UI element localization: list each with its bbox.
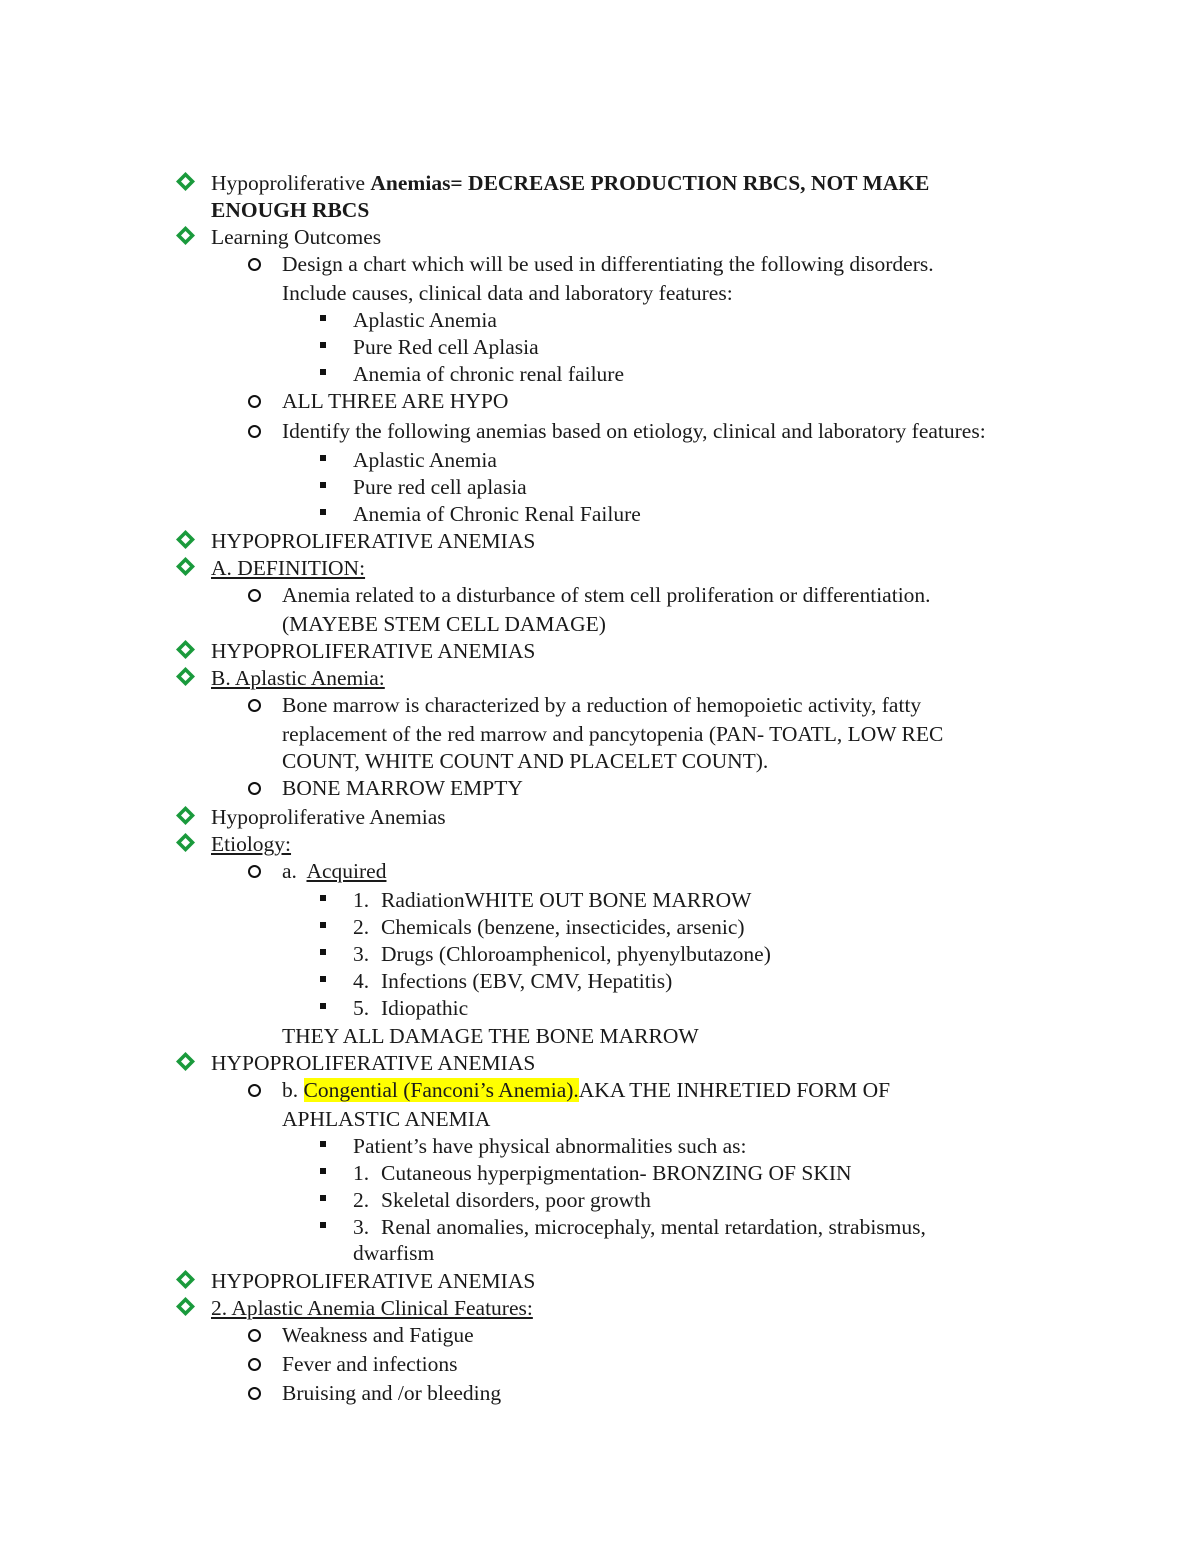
outcome-design-chart-cont: Include causes, clinical data and laboratory features:	[282, 281, 733, 305]
list-item: 3. Renal anomalies, microcephaly, mental retardation, strabismus,	[353, 1215, 926, 1239]
list-item: Pure Red cell Aplasia	[353, 335, 539, 359]
hollow-circle-bullet-icon	[248, 395, 261, 408]
square-bullet-icon	[320, 1168, 326, 1174]
hollow-circle-bullet-icon	[248, 589, 261, 602]
definition-text-cont: (MAYEBE STEM CELL DAMAGE)	[282, 612, 606, 636]
green-diamond-bullet-icon	[176, 530, 195, 549]
green-diamond-bullet-icon	[176, 1270, 195, 1289]
green-diamond-bullet-icon	[176, 172, 195, 191]
learning-outcomes: Learning Outcomes	[211, 225, 382, 249]
all-three-hypo: ALL THREE ARE HYPO	[282, 389, 509, 413]
acquired-heading: a. Acquired	[282, 859, 387, 883]
list-item: 4. Infections (EBV, CMV, Hepatitis)	[353, 969, 673, 993]
definition-heading: A. DEFINITION:	[211, 556, 366, 580]
square-bullet-icon	[320, 482, 326, 488]
square-bullet-icon	[320, 949, 326, 955]
green-diamond-bullet-icon	[176, 833, 195, 852]
square-bullet-icon	[320, 895, 326, 901]
square-bullet-icon	[320, 1141, 326, 1147]
definition-text: Anemia related to a disturbance of stem cell proliferation or differentiation.	[282, 583, 931, 607]
hollow-circle-bullet-icon	[248, 258, 261, 271]
square-bullet-icon	[320, 455, 326, 461]
etiology-heading: Etiology:	[211, 832, 292, 856]
section-heading: HYPOPROLIFERATIVE ANEMIAS	[211, 529, 536, 553]
list-item: Aplastic Anemia	[353, 308, 497, 332]
aplastic-anemia-heading: B. Aplastic Anemia:	[211, 666, 385, 690]
hollow-circle-bullet-icon	[248, 1084, 261, 1097]
list-item: Aplastic Anemia	[353, 448, 497, 472]
heading-hypoproliferative-cont: ENOUGH RBCS	[211, 198, 370, 222]
list-item: 2. Skeletal disorders, poor growth	[353, 1188, 651, 1212]
list-item: 3. Drugs (Chloroamphenicol, phyenylbutazone)	[353, 942, 771, 966]
green-diamond-bullet-icon	[176, 640, 195, 659]
congenital-heading: b. Congential (Fanconi’s Anemia).AKA THE INHRETIED FORM OF	[282, 1078, 891, 1102]
outcome-design-chart: Design a chart which will be used in differentiating the following disorders.	[282, 252, 934, 276]
hollow-circle-bullet-icon	[248, 782, 261, 795]
square-bullet-icon	[320, 315, 326, 321]
section-heading: Hypoproliferative Anemias	[211, 805, 446, 829]
list-item: Weakness and Fatigue	[282, 1323, 474, 1347]
square-bullet-icon	[320, 1222, 326, 1228]
congenital-heading-cont: APHLASTIC ANEMIA	[282, 1107, 491, 1131]
list-item: 2. Chemicals (benzene, insecticides, arsenic)	[353, 915, 745, 939]
list-item: 1. Cutaneous hyperpigmentation- BRONZING OF SKIN	[353, 1161, 852, 1185]
list-item: 1. RadiationWHITE OUT BONE MARROW	[353, 888, 752, 912]
green-diamond-bullet-icon	[176, 557, 195, 576]
list-item: Patient’s have physical abnormalities such as:	[353, 1134, 747, 1158]
list-item: Bruising and /or bleeding	[282, 1381, 502, 1405]
bone-marrow-text-cont: COUNT, WHITE COUNT AND PLACELET COUNT).	[282, 749, 769, 773]
list-item: Anemia of Chronic Renal Failure	[353, 502, 641, 526]
list-item: Fever and infections	[282, 1352, 458, 1376]
list-item-cont: dwarfism	[353, 1241, 435, 1265]
heading-hypoproliferative: Hypoproliferative Anemias= DECREASE PRODUCTION RBCS, NOT MAKE	[211, 171, 930, 195]
hollow-circle-bullet-icon	[248, 425, 261, 438]
green-diamond-bullet-icon	[176, 806, 195, 825]
bone-marrow-empty: BONE MARROW EMPTY	[282, 776, 523, 800]
hollow-circle-bullet-icon	[248, 1329, 261, 1342]
bone-marrow-text: Bone marrow is characterized by a reduction of hemopoietic activity, fatty	[282, 693, 922, 717]
square-bullet-icon	[320, 342, 326, 348]
clinical-features-heading: 2. Aplastic Anemia Clinical Features:	[211, 1296, 533, 1320]
hollow-circle-bullet-icon	[248, 1358, 261, 1371]
square-bullet-icon	[320, 922, 326, 928]
hollow-circle-bullet-icon	[248, 699, 261, 712]
square-bullet-icon	[320, 976, 326, 982]
square-bullet-icon	[320, 1195, 326, 1201]
hollow-circle-bullet-icon	[248, 865, 261, 878]
list-item: Anemia of chronic renal failure	[353, 362, 625, 386]
list-item: Pure red cell aplasia	[353, 475, 527, 499]
square-bullet-icon	[320, 369, 326, 375]
section-heading: HYPOPROLIFERATIVE ANEMIAS	[211, 1051, 536, 1075]
square-bullet-icon	[320, 1003, 326, 1009]
damage-note: THEY ALL DAMAGE THE BONE MARROW	[282, 1024, 699, 1048]
list-item: 5. Idiopathic	[353, 996, 469, 1020]
section-heading: HYPOPROLIFERATIVE ANEMIAS	[211, 1269, 536, 1293]
green-diamond-bullet-icon	[176, 226, 195, 245]
green-diamond-bullet-icon	[176, 667, 195, 686]
square-bullet-icon	[320, 509, 326, 515]
bone-marrow-text-cont: replacement of the red marrow and pancytopenia (PAN- TOATL, LOW REC	[282, 722, 944, 746]
section-heading: HYPOPROLIFERATIVE ANEMIAS	[211, 639, 536, 663]
hollow-circle-bullet-icon	[248, 1387, 261, 1400]
green-diamond-bullet-icon	[176, 1052, 195, 1071]
green-diamond-bullet-icon	[176, 1297, 195, 1316]
outcome-identify: Identify the following anemias based on etiology, clinical and laboratory features:	[282, 419, 986, 443]
